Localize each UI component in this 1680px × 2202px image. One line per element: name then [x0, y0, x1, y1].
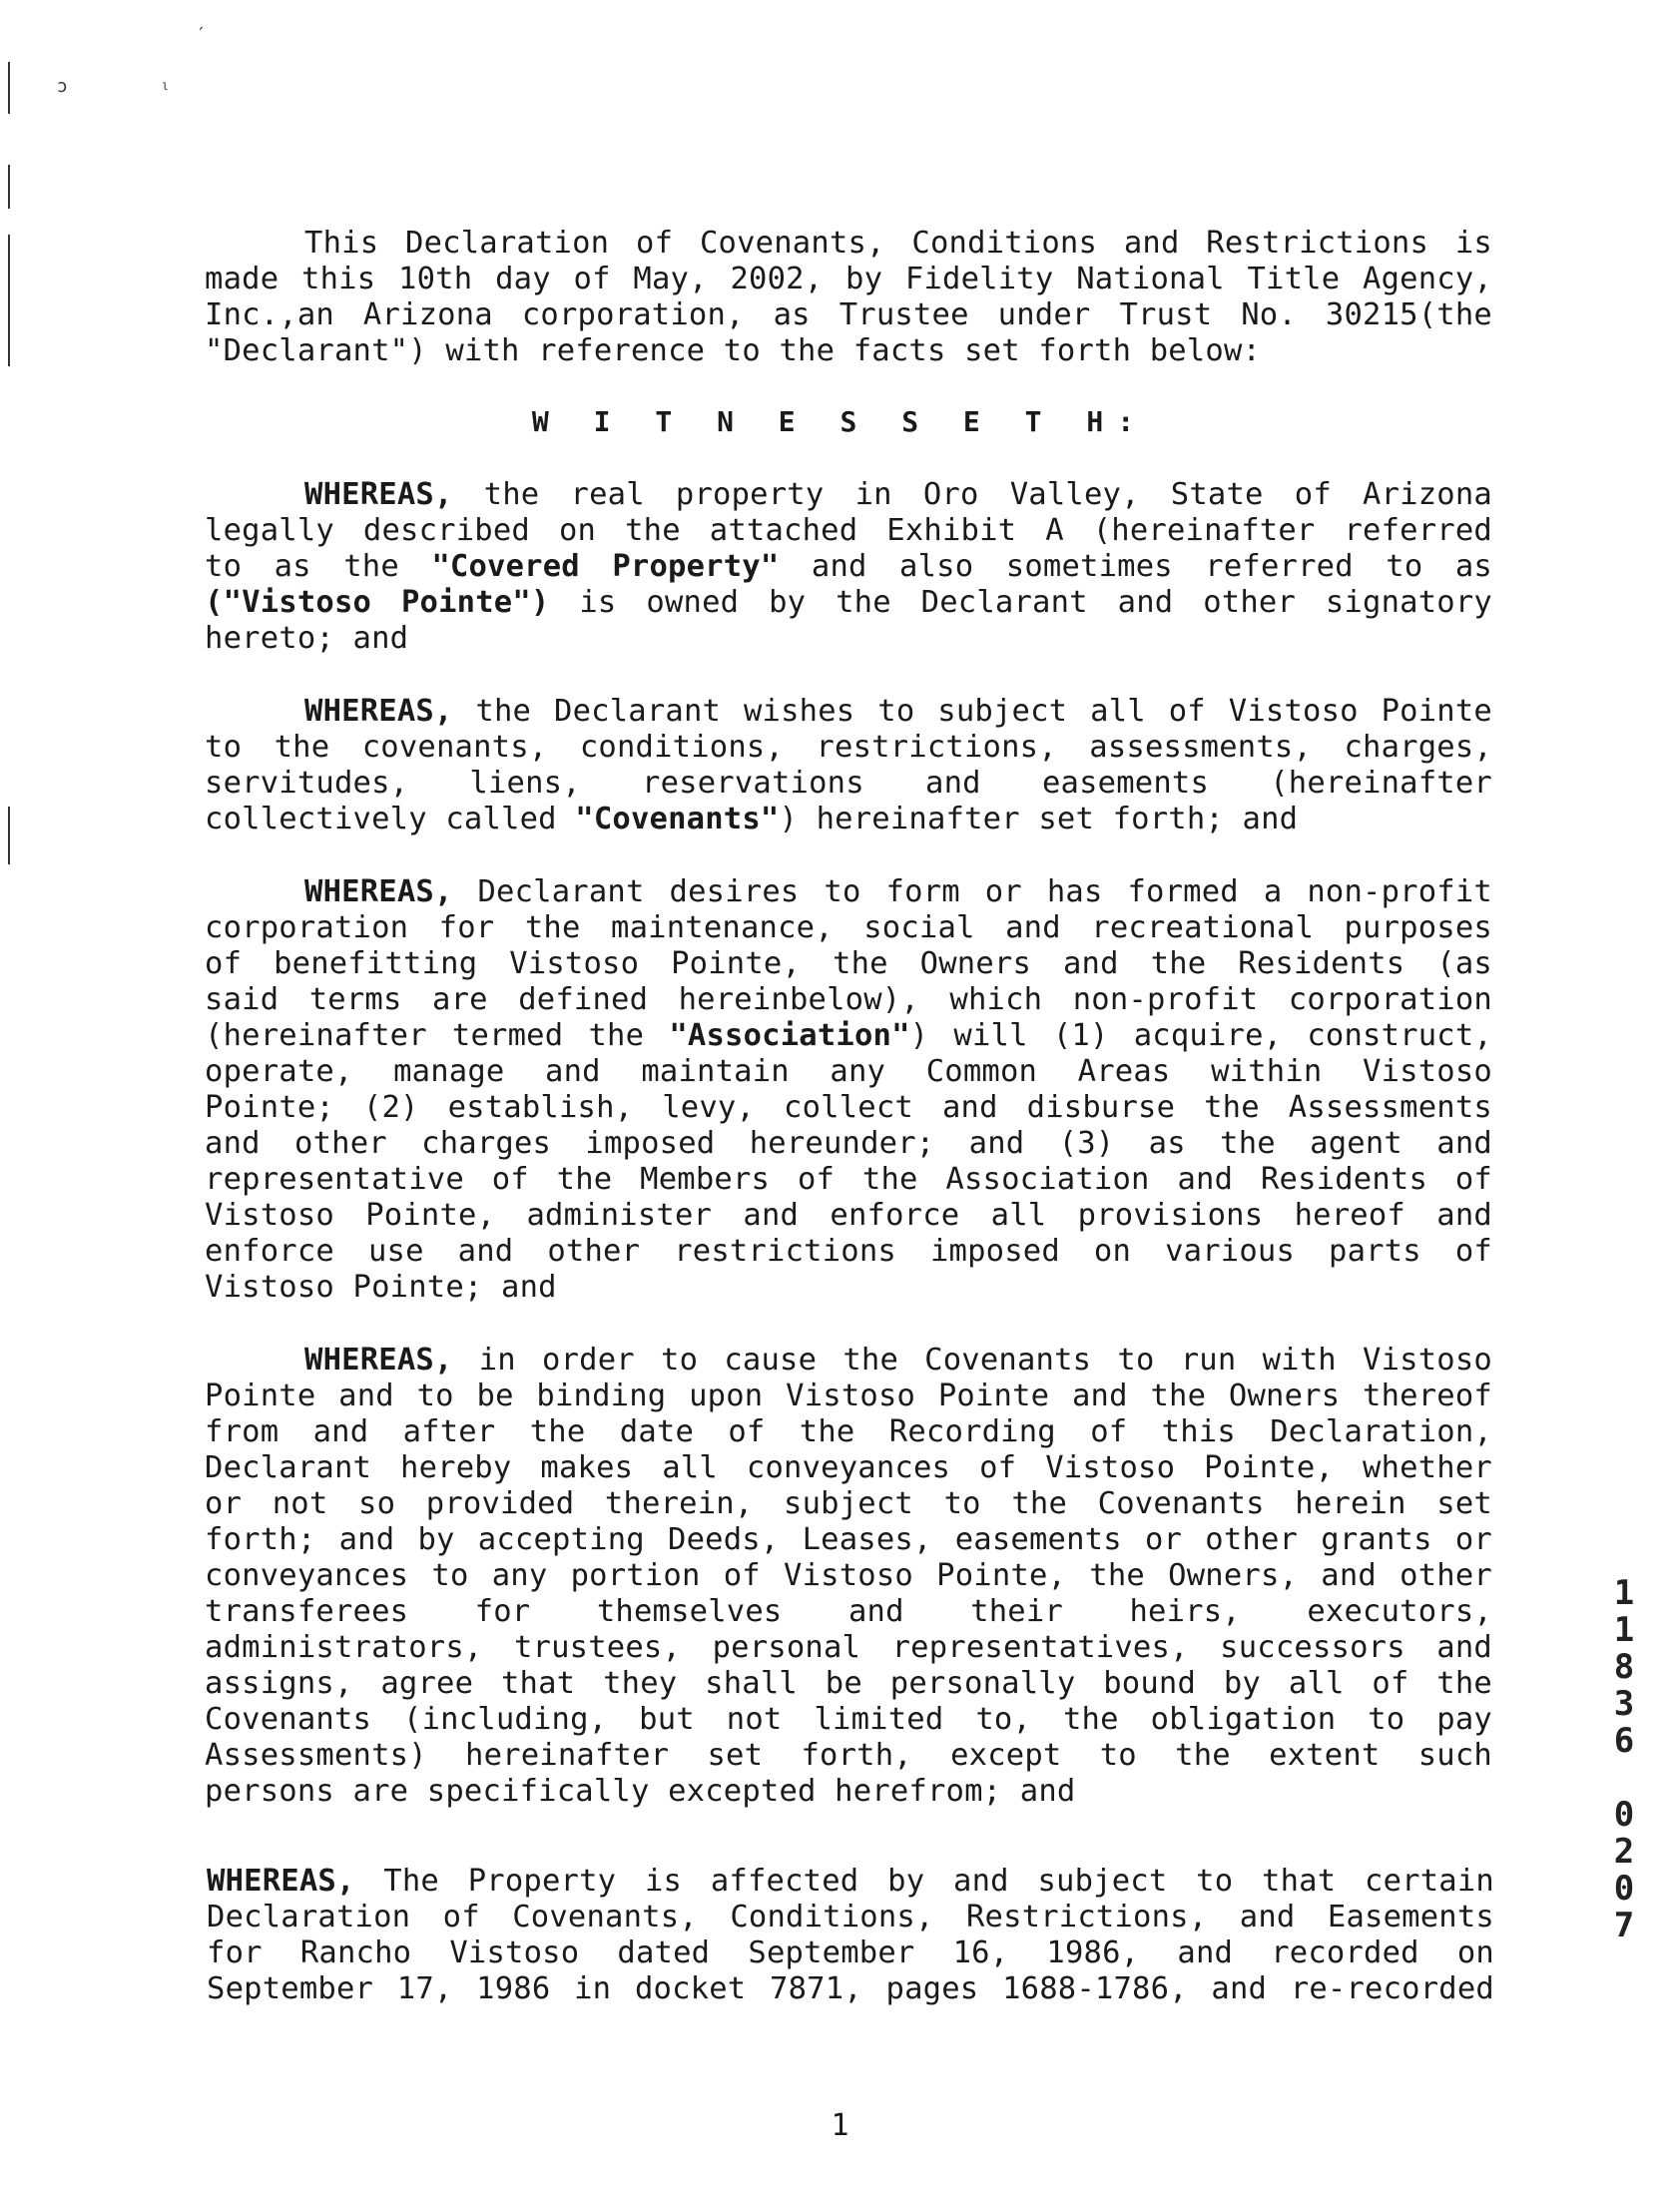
- whereas-label: WHEREAS,: [304, 477, 453, 512]
- intro-line: This Declaration of Covenants, Conditions and Restrictions is: [304, 226, 1492, 261]
- whereas-paragraph-1: WHEREAS, the real property in Oro Valley, State of Arizona legally described on the attached Exhibit A (hereinafter referred to as the "Covered Property" and also sometimes referred to as ("Vistoso Pointe") is owned by the Declarant and other signatory hereto; and: [205, 477, 1492, 656]
- scan-margin-mark: [8, 807, 10, 864]
- defined-term: "Association": [669, 1018, 910, 1053]
- intro-line: Inc.,an Arizona corporation, as Trustee under Trust No. 30215(the: [205, 297, 1492, 332]
- scan-margin-mark: [8, 235, 10, 366]
- scan-margin-mark: [8, 62, 10, 114]
- scan-margin-mark: [8, 165, 10, 209]
- defined-term: "Covered Property": [431, 549, 780, 584]
- intro-line: "Declarant") with reference to the facts set forth below:: [205, 333, 1262, 368]
- whereas-paragraph-5: WHEREAS, The Property is affected by and subject to that certain Declaration of Covenants, Conditions, Restrictions, and Easements for Rancho Vistoso dated September 16, 1986, and recorded on September 17, 1986 in docket 7871, pages 1688-1786, and re-recorded: [207, 1864, 1494, 2006]
- whereas-label: WHEREAS,: [304, 694, 453, 729]
- page-number: 1: [831, 2108, 849, 2143]
- scan-speck: ɔ: [57, 76, 68, 97]
- whereas-label: WHEREAS,: [304, 1343, 453, 1377]
- whereas-paragraph-4: WHEREAS, in order to cause the Covenants to run with Vistoso Pointe and to be binding upon Vistoso Pointe and the Owners thereof from and after the date of the Recording of this Declaration, Declarant hereby makes all conveyances of Vistoso Pointe, whether or not so provided therein, subject to the Covenants herein set forth; and by accepting Deeds, Leases, easements or other grants or conveyances to any portion of Vistoso Pointe, the Owners, and other transferees for themselves and their heirs, executors, administrators, trustees, personal representatives, successors and assigns, agree that they shall be personally bound by all of the Covenants (including, but not limited to, the obligation to pay Assessments) hereinafter set forth, except to the extent such persons are specifically excepted herefrom; and: [205, 1343, 1492, 1809]
- whereas-paragraph-3: WHEREAS, Declarant desires to form or has formed a non-profit corporation for the maintenance, social and recreational purposes of benefitting Vistoso Pointe, the Owners and the Residents (as said terms are defined hereinbelow), which non-profit corporation (hereinafter termed the "Association") will (1) acquire, construct, operate, manage and maintain any Common Areas within Vistoso Pointe; (2) establish, levy, collect and disburse the Assessments and other charges imposed hereunder; and (3) as the agent and representative of the Members of the Association and Residents of Vistoso Pointe, administer and enforce all provisions hereof and enforce use and other restrictions imposed on various parts of Vistoso Pointe; and: [205, 874, 1492, 1305]
- witnesseth-heading: W I T N E S S E T H:: [531, 405, 1149, 438]
- defined-term: ("Vistoso Pointe"): [205, 585, 550, 620]
- whereas-paragraph-2: WHEREAS, the Declarant wishes to subject all of Vistoso Pointe to the covenants, conditions, restrictions, assessments, charges, servitudes, liens, reservations and easements (hereinafter collectively called "Covenants") hereinafter set forth; and: [205, 694, 1492, 836]
- scan-speck: ˡ: [160, 80, 171, 101]
- intro-line: made this 10th day of May, 2002, by Fidelity National Title Agency,: [205, 262, 1492, 296]
- scan-speck: ′: [196, 24, 207, 45]
- defined-term: "Covenants": [575, 802, 780, 836]
- whereas-label: WHEREAS,: [304, 874, 453, 909]
- margin-recording-number: 1 1 8 3 6 0 2 0 7: [1613, 1573, 1635, 1945]
- intro-paragraph: [205, 226, 1492, 369]
- whereas-label: WHEREAS,: [207, 1864, 355, 1899]
